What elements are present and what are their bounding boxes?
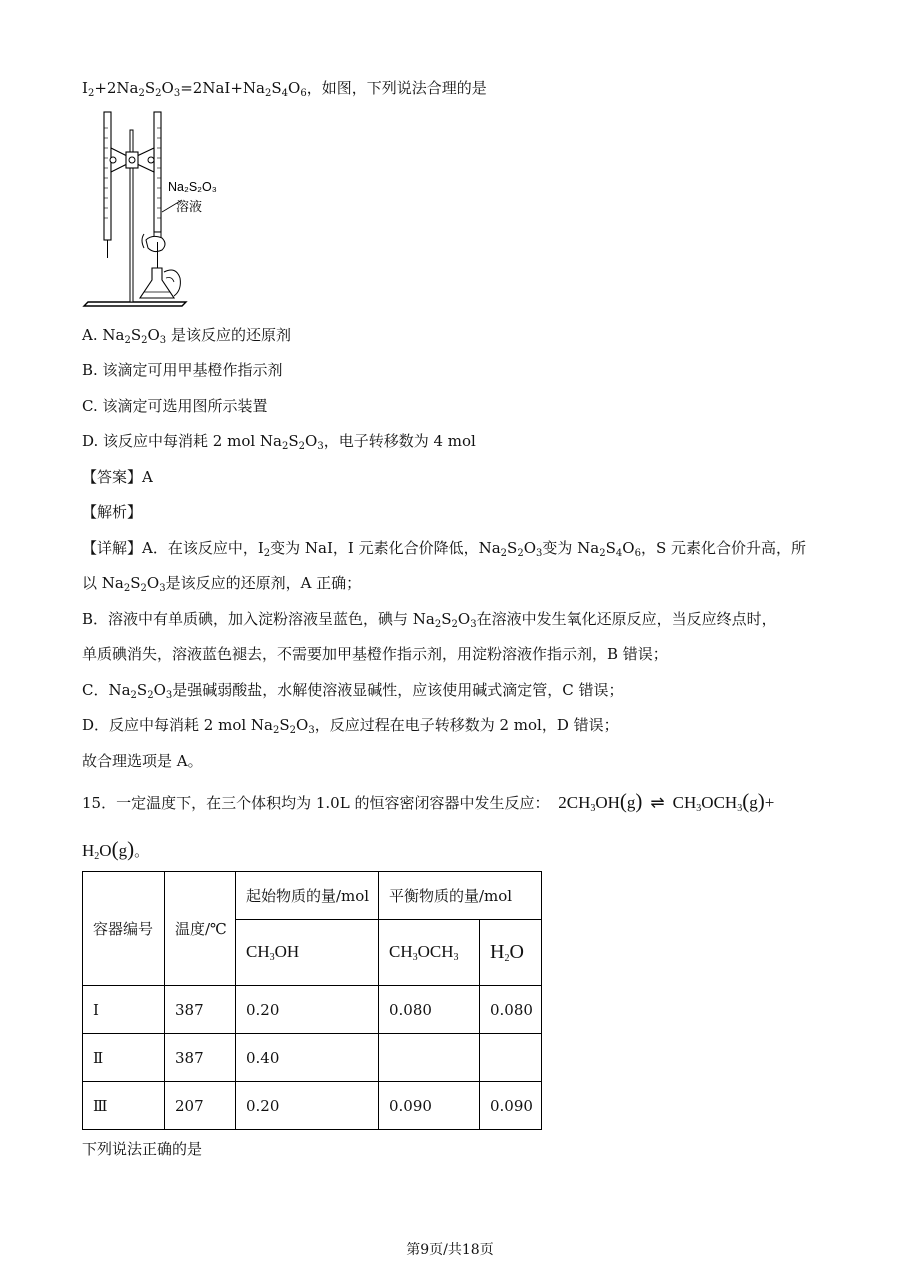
header-temperature: 温度/℃ — [165, 872, 236, 986]
cell-temperature: 207 — [165, 1082, 236, 1130]
answer-line: 【答案】A — [82, 468, 153, 486]
cell-start-ch3oh: 0.40 — [236, 1034, 379, 1082]
cell-eq-h2o — [480, 1034, 542, 1082]
titration-apparatus-figure — [82, 108, 242, 313]
question-15-stem-cont: $H_2O(g)$。 — [82, 837, 150, 862]
intro-equation: $I_2+2Na_2S_2O_3=2NaI+Na_2S_4O_6$，如图，下列说法合理的是 — [82, 79, 487, 99]
cell-eq-h2o: 0.090 — [480, 1082, 542, 1130]
header-start-amount: 起始物质的量/mol — [236, 872, 379, 920]
cell-eq-ch3och3: 0.080 — [379, 986, 480, 1034]
cell-eq-h2o: 0.080 — [480, 986, 542, 1034]
header-container-number: 容器编号 — [83, 872, 165, 986]
cell-temperature: 387 — [165, 1034, 236, 1082]
option-a: A. $Na_2S_2O_3$ 是该反应的还原剂 — [82, 326, 291, 346]
table-row — [83, 1034, 542, 1082]
detail-line-5: C．$Na_2S_2O_3$是强碱弱酸盐，水解使溶液显碱性，应该使用碱式滴定管，C 错误； — [82, 681, 624, 701]
cell-eq-ch3och3: 0.090 — [379, 1082, 480, 1130]
equilibrium-data-table — [82, 871, 542, 1130]
table-row — [83, 1082, 542, 1130]
detail-line-3: B．溶液中有单质碘，加入淀粉溶液呈蓝色，碘与 $Na_2S_2O_3$在溶液中发生氧化还原反应，当反应终点时， — [82, 610, 777, 630]
cell-container-id: Ⅱ — [83, 1034, 165, 1082]
option-c: C. 该滴定可选用图所示装置 — [82, 397, 268, 415]
table-row — [83, 986, 542, 1034]
detail-line-1: 【详解】A．在该反应中，$I_2$变为 NaI，I 元素化合价降低，$Na_2S_2O_3$变为 $Na_2S_4O_6$，S 元素化合价升高，所 — [82, 539, 806, 559]
cell-container-id: Ⅰ — [83, 986, 165, 1034]
subheader-ch3oh: $CH_3OH$ — [236, 920, 379, 986]
cell-start-ch3oh: 0.20 — [236, 986, 379, 1034]
question-15-stem: 15．一定温度下，在三个体积均为 1.0L 的恒容密闭容器中发生反应： $2CH_3OH(g)$ ⇌ $CH_3OCH_3(g)+$ — [82, 789, 775, 814]
header-equilibrium-amount: 平衡物质的量/mol — [379, 872, 542, 920]
option-b: B. 该滴定可用甲基橙作指示剂 — [82, 361, 283, 379]
page-footer: 第9页/共18页 — [406, 1242, 494, 1258]
reaction-equation: $2CH_3OH(g)$ ⇌ $CH_3OCH_3(g)+$ — [558, 789, 775, 814]
cell-container-id: Ⅲ — [83, 1082, 165, 1130]
equilibrium-arrow: ⇌ — [650, 793, 665, 812]
cell-eq-ch3och3 — [379, 1034, 480, 1082]
cell-temperature: 387 — [165, 986, 236, 1034]
cell-start-ch3oh: 0.20 — [236, 1082, 379, 1130]
figure-label-text: 溶液 — [176, 200, 203, 215]
analysis-heading: 【解析】 — [82, 503, 143, 521]
detail-line-6: D．反应中每消耗 2 mol $Na_2S_2O_3$，反应过程在电子转移数为 2 mol，D 错误； — [82, 716, 619, 736]
figure-label-formula: Na₂S₂O₃ — [168, 180, 217, 194]
detail-line-4: 单质碘消失，溶液蓝色褪去，不需要加甲基橙作指示剂，用淀粉溶液作指示剂，B 错误； — [82, 645, 668, 663]
detail-line-7: 故合理选项是 A。 — [82, 752, 203, 770]
subheader-ch3och3: $CH_3OCH_3$ — [379, 920, 480, 986]
option-d: D. 该反应中每消耗 2 mol $Na_2S_2O_3$，电子转移数为 4 mol — [82, 432, 476, 452]
after-table-prompt: 下列说法正确的是 — [82, 1140, 203, 1158]
subheader-h2o: $H_2O$ — [480, 920, 542, 986]
detail-line-2: 以 $Na_2S_2O_3$是该反应的还原剂，A 正确； — [82, 574, 362, 594]
